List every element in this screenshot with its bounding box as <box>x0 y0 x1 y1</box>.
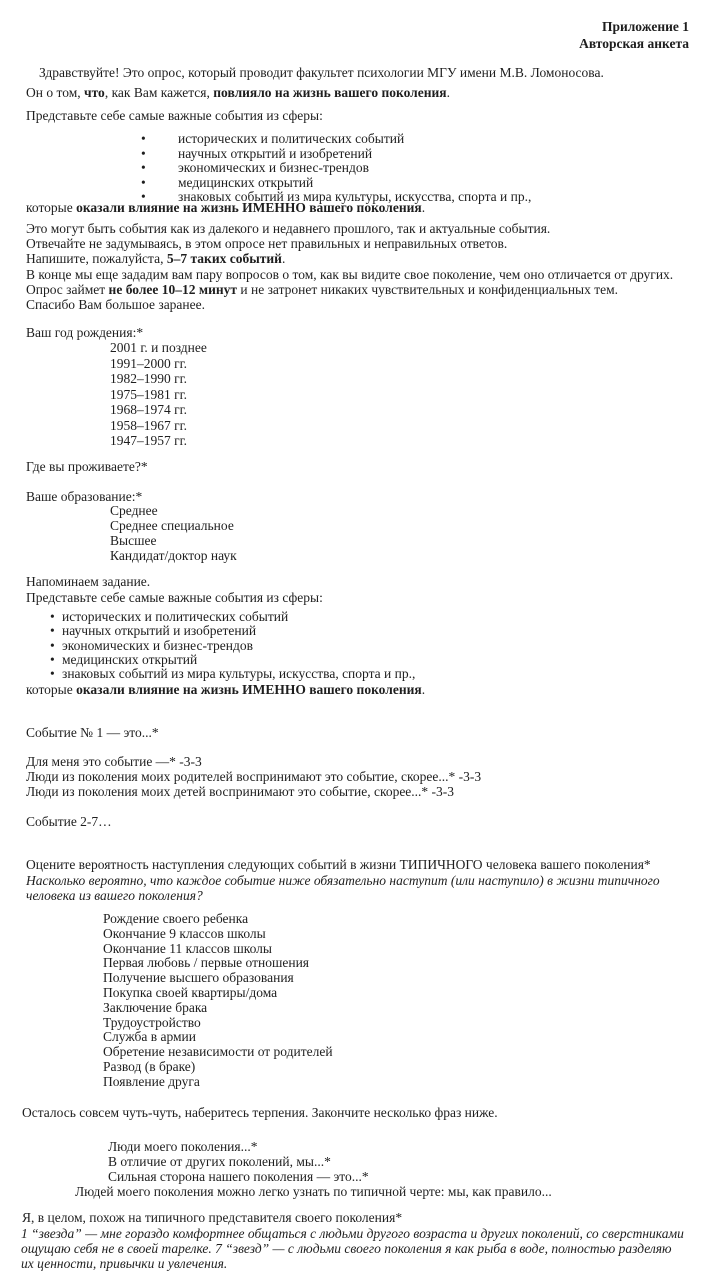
bullet-text: экономических и бизнес-трендов <box>178 160 370 176</box>
note-line <box>26 251 673 266</box>
bullet-icon: • <box>141 189 146 205</box>
bullet-text: исторических и политических событий <box>178 131 405 146</box>
list-item <box>0 161 705 176</box>
event1-question: Событие № 1 — это...* <box>26 725 159 740</box>
bullet-icon: • <box>50 623 55 639</box>
list-item <box>0 639 705 653</box>
life-event-item: Рождение своего ребенка <box>103 911 249 926</box>
birth-year-options <box>110 340 207 449</box>
education-option: Кандидат/доктор наук <box>110 548 237 563</box>
note-line <box>26 282 673 297</box>
text-run: . <box>446 84 450 100</box>
events-2-7-note: Событие 2-7… <box>26 814 112 829</box>
life-event-item: Развод (в браке) <box>103 1058 196 1074</box>
text-run: Он о том, <box>26 84 84 100</box>
life-event-item: Покупка своей квартиры/дома <box>103 984 278 1000</box>
bullet-icon: • <box>50 651 55 667</box>
bullet-icon: • <box>50 609 55 624</box>
sphere-bullet-list-1 <box>0 132 705 205</box>
bullet-text: знаковых событий из мира культуры, искусства, спорта и пр., <box>178 189 532 205</box>
bullet-text: экономических и бизнес-трендов <box>62 637 254 653</box>
life-event-item: Получение высшего образования <box>103 970 294 986</box>
text-run: . <box>421 200 426 215</box>
intro-line-1: Здравствуйте! Это опрос, который проводит факультет психологии МГУ имени М.В. Ломоносова. <box>39 65 604 80</box>
education-question: Ваше образование:* <box>26 489 143 504</box>
bullet-icon: • <box>141 131 146 146</box>
bullet-icon: • <box>141 174 146 190</box>
intro-line-2 <box>26 83 604 103</box>
list-item <box>0 624 705 638</box>
bullet-text: знаковых событий из мира культуры, искусства, спорта и пр., <box>62 666 416 682</box>
list-item <box>0 132 705 147</box>
bullet-icon: • <box>141 145 146 161</box>
text-run: . <box>281 251 286 267</box>
note-line: Отвечайте не задумываясь, в этом опросе нет правильных и неправильных ответов. <box>26 236 508 252</box>
bullet-icon: • <box>141 160 146 176</box>
hint-line: 1 “звезда” — мне гораздо комфортнее общаться с людьми другого возраста и других поколений, со сверстниками <box>21 1226 684 1241</box>
task-lead: Представьте себе самые важные события из сферы: <box>26 108 323 123</box>
sentence-stem: В отличие от других поколений, мы...* <box>108 1154 331 1170</box>
list-item <box>0 653 705 667</box>
which-influenced-line-1 <box>26 200 425 215</box>
bullet-text: медицинских открытий <box>62 651 198 667</box>
bullet-text: научных открытий и изобретений <box>62 623 257 639</box>
text-run: . <box>421 682 426 697</box>
note-line: В конце мы еще зададим вам пару вопросов о том, как вы видите свое поколение, чем оно отличается от других. <box>26 266 674 282</box>
probability-question: Оцените вероятность наступления следующих событий в жизни ТИПИЧНОГО человека вашего поколения* <box>26 857 651 872</box>
similarity-scale-hint <box>21 1226 684 1271</box>
life-event-item: Трудоустройство <box>103 1014 201 1030</box>
similarity-question: Я, в целом, похож на типичного представителя своего поколения* <box>22 1210 403 1225</box>
sentence-stem: Людей моего поколения можно легко узнать по типичной черте: мы, как правило... <box>75 1184 552 1200</box>
education-option: Среднее специальное <box>110 518 234 533</box>
bullet-text: медицинских открытий <box>178 174 314 190</box>
hint-line: человека из вашего поколения? <box>26 888 203 904</box>
intro-paragraph <box>26 63 604 102</box>
sentence-completion-list <box>0 1139 552 1199</box>
bullet-icon: • <box>50 666 55 682</box>
education-option: Среднее <box>110 503 158 518</box>
life-event-item: Заключение брака <box>103 999 208 1015</box>
which-influenced-line-2 <box>26 682 425 697</box>
birth-year-question: Ваш год рождения:* <box>26 325 144 340</box>
list-item <box>0 147 705 162</box>
sentence-stem: Люди моего поколения...* <box>108 1139 258 1154</box>
text-run: которые <box>26 682 77 697</box>
bold-run: что <box>83 84 105 100</box>
life-event-list <box>103 912 333 1090</box>
text-run: , как Вам кажется, <box>104 84 214 100</box>
life-event-item: Окончание 9 классов школы <box>103 925 266 941</box>
text-run: Напишите, пожалуйста, <box>26 251 167 267</box>
appendix-label: Приложение 1 <box>601 19 689 34</box>
sentence-stem: Сильная сторона нашего поколения — это...* <box>108 1169 369 1185</box>
questionnaire-title: Авторская анкета <box>579 36 689 51</box>
education-option: Высшее <box>110 533 157 548</box>
birth-year-option: 1947–1957 гг. <box>110 433 188 448</box>
life-event-item: Служба в армии <box>103 1029 196 1045</box>
closing-lead: Осталось совсем чуть-чуть, наберитесь терпения. Закончите несколько фраз ниже. <box>22 1105 498 1120</box>
birth-year-option: 1968–1974 гг. <box>110 402 188 417</box>
bullet-text: исторических и политических событий <box>62 609 289 624</box>
text-run: Опрос займет <box>26 281 109 297</box>
sphere-bullet-list-2 <box>0 610 705 681</box>
birth-year-option: 1958–1967 гг. <box>110 417 188 433</box>
birth-year-option: 2001 г. и позднее <box>110 340 207 355</box>
event1-subquestion: Люди из поколения моих родителей воспринимают это событие, скорее...* -3-3 <box>26 769 482 785</box>
life-event-item: Первая любовь / первые отношения <box>103 955 310 971</box>
bold-run: не более 10–12 минут <box>108 281 238 297</box>
birth-year-option: 1975–1981 гг. <box>110 386 188 402</box>
hint-line: ощущаю себя не в своей тарелке. 7 “звезд” — с людьми своего поколения я как рыба в воде, полностью разделяю <box>21 1241 672 1257</box>
bold-run: 5–7 таких событий <box>166 251 282 267</box>
event1-subquestions <box>26 754 481 799</box>
life-event-item: Окончание 11 классов школы <box>103 940 272 956</box>
list-item <box>0 176 705 191</box>
bullet-text: научных открытий и изобретений <box>178 145 373 161</box>
bold-run: оказали влияние на жизнь ИМЕННО вашего поколения <box>76 200 422 215</box>
list-item <box>0 667 705 681</box>
hint-line: их ценности, привычки и увлечения. <box>21 1256 228 1272</box>
residence-question: Где вы проживаете?* <box>26 459 148 474</box>
hint-line: Насколько вероятно, что каждое событие ниже обязательно наступит (или наступило) в жизни типичного <box>26 873 660 888</box>
bold-run: повлияло на жизнь вашего поколения <box>213 84 447 100</box>
bold-run: оказали влияние на жизнь ИМЕННО вашего поколения <box>76 682 422 697</box>
birth-year-option: 1991–2000 гг. <box>110 355 188 371</box>
task-lead-repeat: Представьте себе самые важные события из сферы: <box>26 590 323 605</box>
education-options <box>110 503 237 563</box>
event1-subquestion: Люди из поколения моих детей воспринимают это событие, скорее...* -3-3 <box>26 784 455 800</box>
text-run: которые <box>26 200 77 215</box>
event1-subquestion: Для меня это событие —* -3-3 <box>26 754 202 769</box>
probability-hint <box>26 873 660 903</box>
text-run: и не затронет никаких чувствительных и конфиденциальных тем. <box>237 281 619 297</box>
life-event-item: Обретение независимости от родителей <box>103 1044 333 1060</box>
list-item <box>0 610 705 624</box>
birth-year-option: 1982–1990 гг. <box>110 371 188 386</box>
bullet-icon: • <box>50 637 55 653</box>
note-line: Это могут быть события как из далекого и недавнего прошлого, так и актуальные события. <box>26 221 551 236</box>
life-event-item: Появление друга <box>103 1073 200 1089</box>
note-line: Спасибо Вам большое заранее. <box>26 297 206 313</box>
reminder-line: Напоминаем задание. <box>26 574 151 589</box>
survey-notes <box>26 221 673 312</box>
